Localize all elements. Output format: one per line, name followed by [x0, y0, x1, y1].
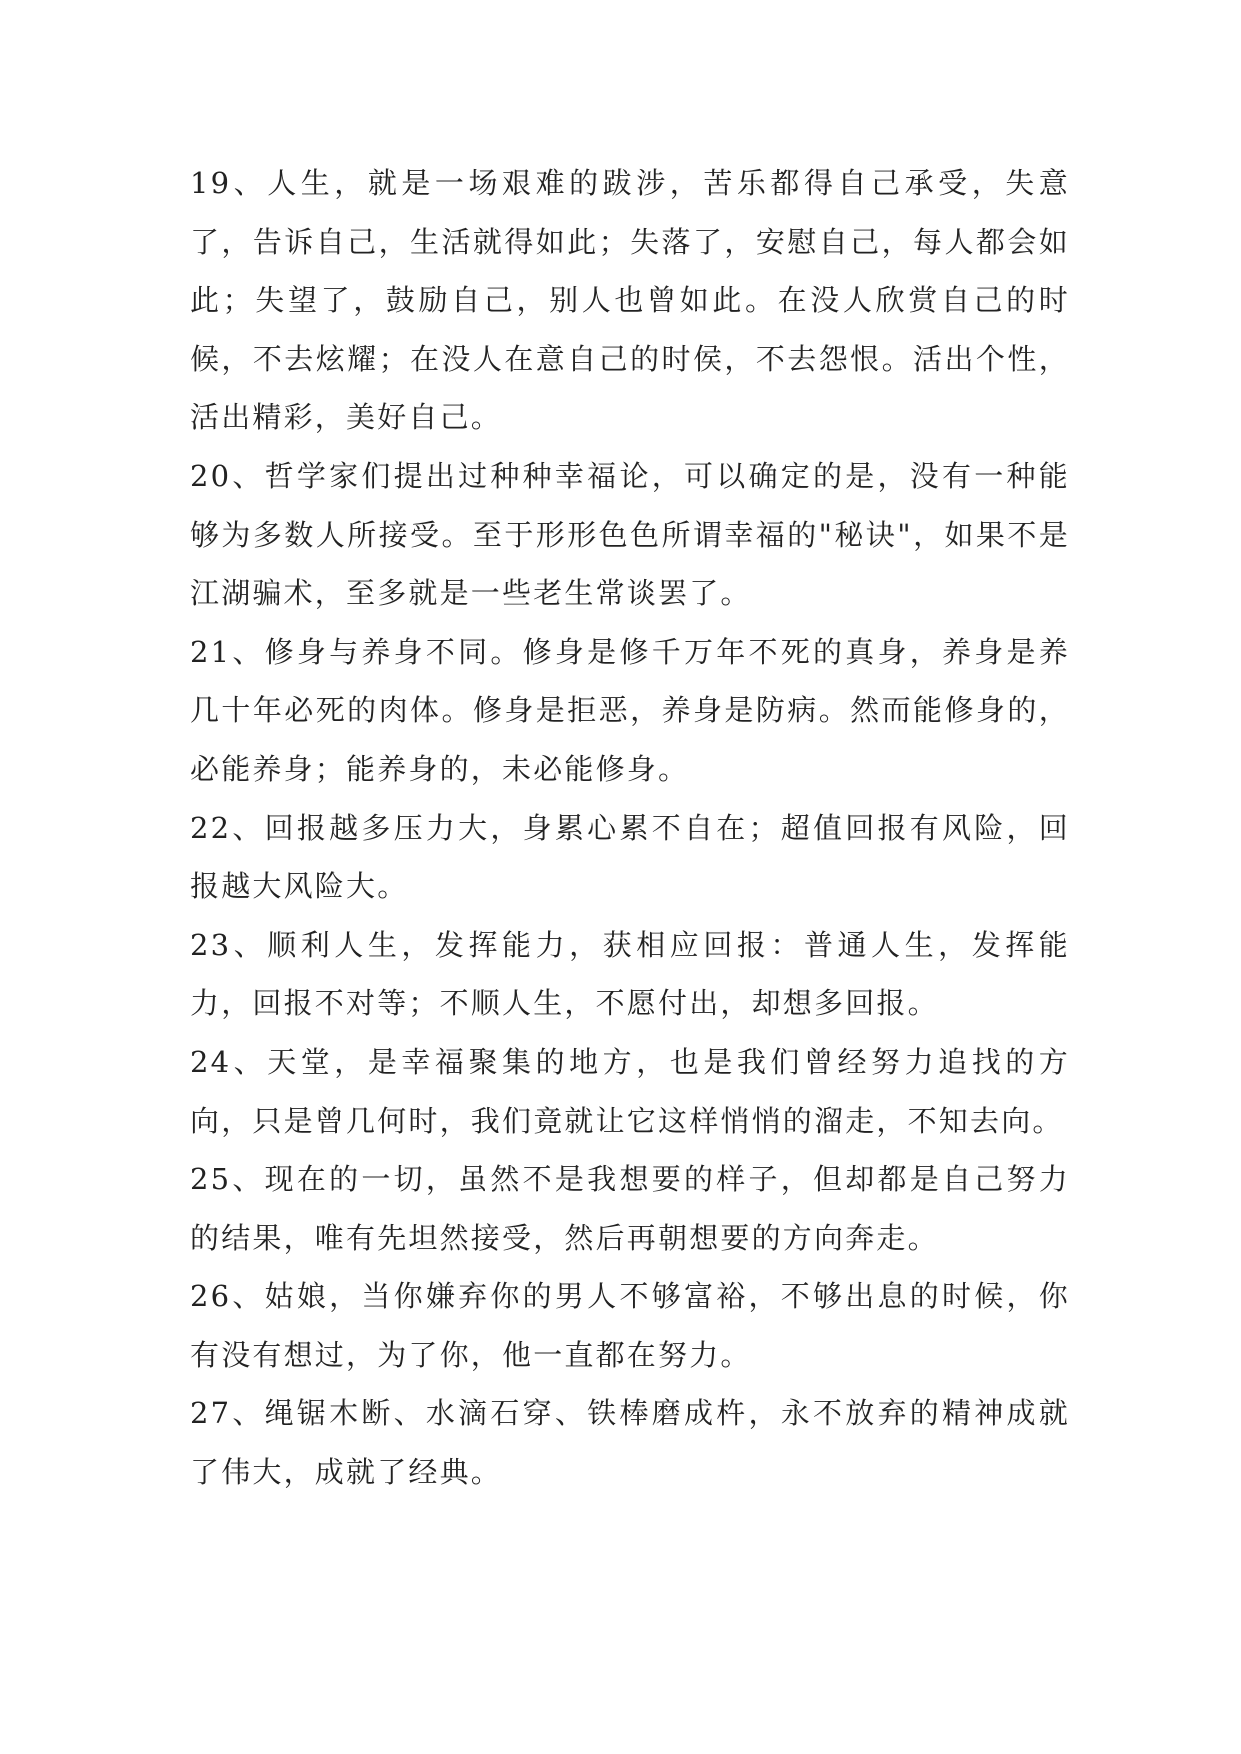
document-body: [190, 154, 1070, 1502]
paragraph-26: 26、姑娘，当你嫌弃你的男人不够富裕，不够出息的时候，你有没有想过，为了你，他一直都在努力。: [190, 1279, 1070, 1372]
paragraph-25: 25、现在的一切，虽然不是我想要的样子，但却都是自己努力的结果，唯有先坦然接受，然后再朝想要的方向奔走。: [190, 1162, 1070, 1255]
paragraph-19: 19、人生，就是一场艰难的跋涉，苦乐都得自己承受，失意了，告诉自己，生活就得如此；失落了，安慰自己，每人都会如此；失望了，鼓励自己，别人也曾如此。在没人欣赏自己的时候，不去炫耀；在没人在意自己的时侯，不去怨恨。活出个性，活出精彩，美好自己。: [190, 166, 1070, 435]
paragraph-21: 21、修身与养身不同。修身是修千万年不死的真身，养身是养几十年必死的肉体。修身是拒恶，养身是防病。然而能修身的，必能养身；能养身的，未必能修身。: [190, 634, 1070, 786]
paragraph-20: 20、哲学家们提出过种种幸福论，可以确定的是，没有一种能够为多数人所接受。至于形形色色所谓幸福的"秘诀"，如果不是江湖骗术，至多就是一些老生常谈罢了。: [190, 458, 1070, 611]
paragraph-23: 23、顺利人生，发挥能力，获相应回报：普通人生，发挥能力，回报不对等；不顺人生，不愿付出，却想多回报。: [190, 927, 1070, 1021]
paragraph-24: 24、天堂，是幸福聚集的地方，也是我们曾经努力追找的方向，只是曾几何时，我们竟就让它这样悄悄的溜走，不知去向。: [190, 1044, 1070, 1138]
paragraph-27: 27、绳锯木断、水滴石穿、铁棒磨成杵，永不放弃的精神成就了伟大，成就了经典。: [190, 1396, 1070, 1490]
paragraph-22: 22、回报越多压力大，身累心累不自在；超值回报有风险，回报越大风险大。: [190, 810, 1070, 904]
